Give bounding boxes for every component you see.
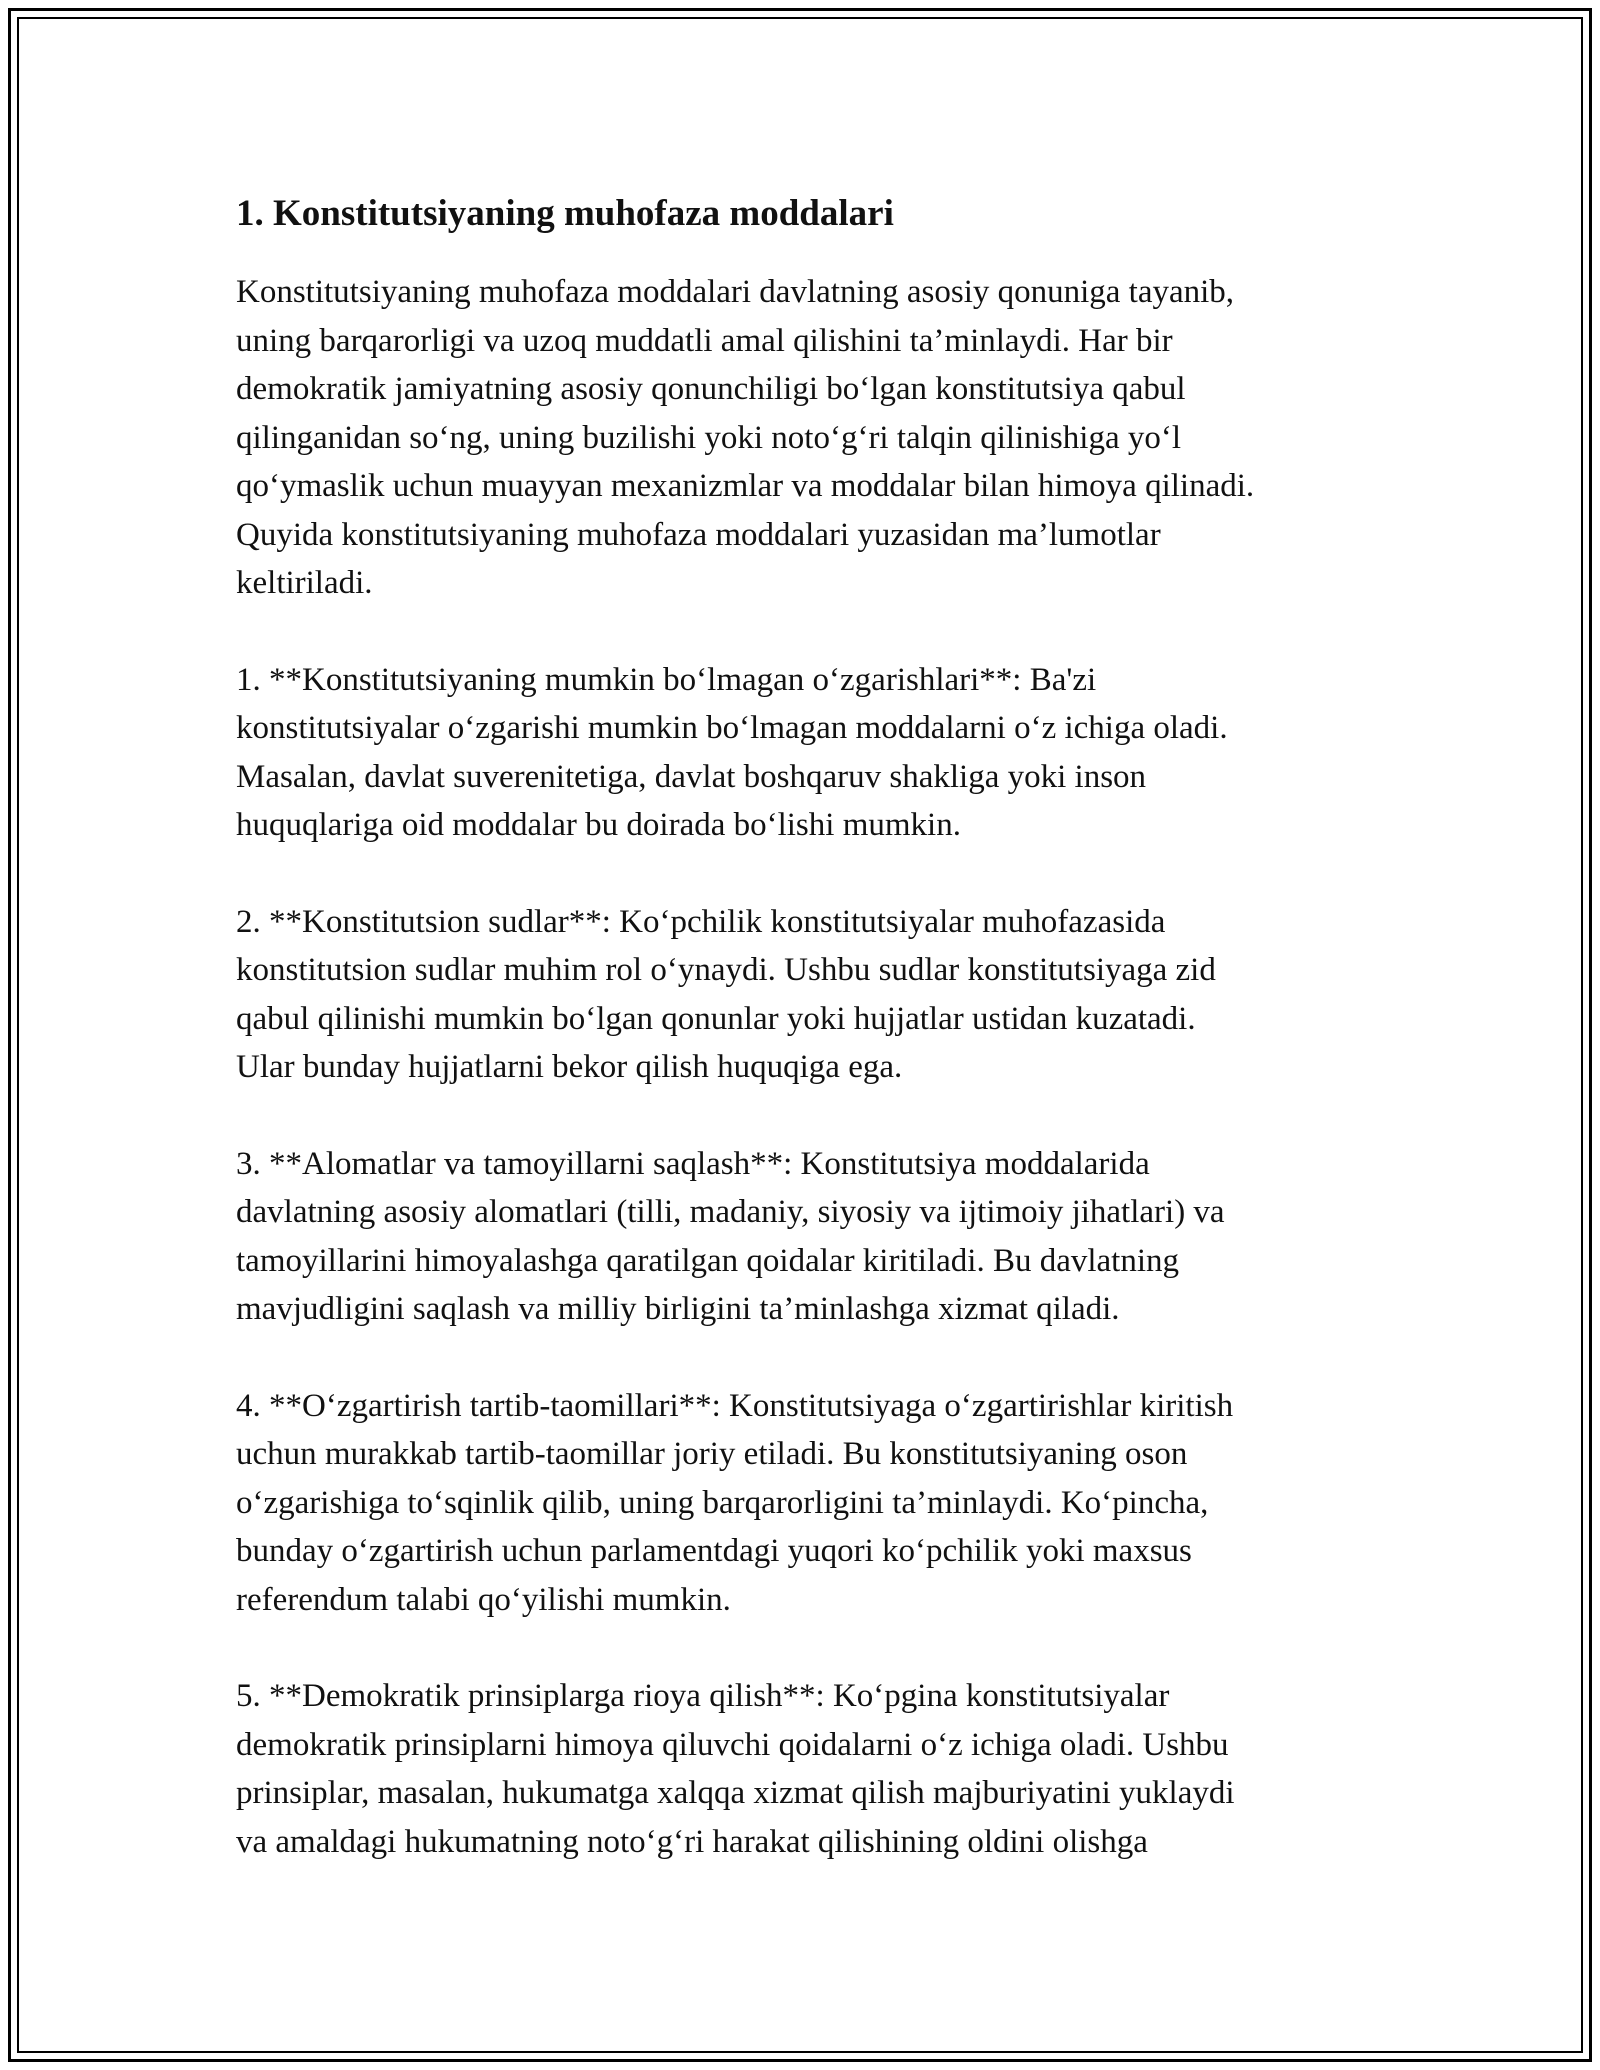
list-item-4-paragraph: 4. **O‘zgartirish tartib-taomillari**: Konstitutsiyaga o‘zgartirishlar kiritish uchun murakkab tartib-taomillar joriy etiladi. Bu konstitutsiyaning oson o‘zgarishiga to‘sqinlik qilib, uning barqarorligini ta’minlaydi. Ko‘pincha, bunday o‘zgartirish uchun parlamentdagi yuqori ko‘pchilik yoki maxsus referendum talabi qo‘yilishi mumkin. bbox=[236, 1387, 1234, 1618]
list-item-3-paragraph: 3. **Alomatlar va tamoyillarni saqlash**: Konstitutsiya moddalarida davlatning asosiy alomatlari (tilli, madaniy, siyosiy va ijtimoiy jihatlari) va tamoyillarini himoyalashga qaratilgan qoidalar kiritiladi. Bu davlatning mavjudligini saqlash va milliy birligini ta’minlashga xizmat qiladi. bbox=[236, 1145, 1225, 1327]
list-item-2-paragraph: 2. **Konstitutsion sudlar**: Ko‘pchilik konstitutsiyalar muhofazasida konstitutsion sudlar muhim rol o‘ynaydi. Ushbu sudlar konstitutsiyaga zid qabul qilinishi mumkin bo‘lgan qonunlar yoki hujjatlar ustidan kuzatadi. Ular bunday hujjatlarni bekor qilish huquqiga ega. bbox=[236, 903, 1216, 1085]
intro-paragraph: Konstitutsiyaning muhofaza moddalari davlatning asosiy qonuniga tayanib, uning barqarorligi va uzoq muddatli amal qilishini ta’minlaydi. Har bir demokratik jamiyatning asosiy qonunchiligi bo‘lgan konstitutsiya qabul qilinganidan so‘ng, uning buzilishi yoki noto‘g‘ri talqin qilinishiga yo‘l qo‘ymaslik uchun muayyan mexanizmlar va moddalar bilan himoya qilinadi. Quyida konstitutsiyaning muhofaza moddalari yuzasidan ma’lumotlar keltiriladi. bbox=[236, 274, 1255, 601]
list-item-1-paragraph: 1. **Konstitutsiyaning mumkin bo‘lmagan o‘zgarishlari**: Ba'zi konstitutsiyalar o‘zgarishi mumkin bo‘lmagan moddalarni o‘z ichiga oladi. Masalan, davlat suverenitetiga, davlat boshqaruv shakliga yoki inson huquqlariga oid moddalar bu doirada bo‘lishi mumkin. bbox=[236, 661, 1228, 843]
section-heading: 1. Konstitutsiyaning muhofaza moddalari bbox=[236, 193, 894, 234]
document-body bbox=[236, 190, 1396, 1914]
list-item-5-paragraph: 5. **Demokratik prinsiplarga rioya qilish**: Ko‘pgina konstitutsiyalar demokratik prinsiplarni himoya qiluvchi qoidalarni o‘z ichiga oladi. Ushbu prinsiplar, masalan, hukumatga xalqqa xizmat qilish majburiyatini yuklaydi va amaldagi hukumatning noto‘g‘ri harakat qilishining oldini olishga bbox=[236, 1678, 1235, 1860]
